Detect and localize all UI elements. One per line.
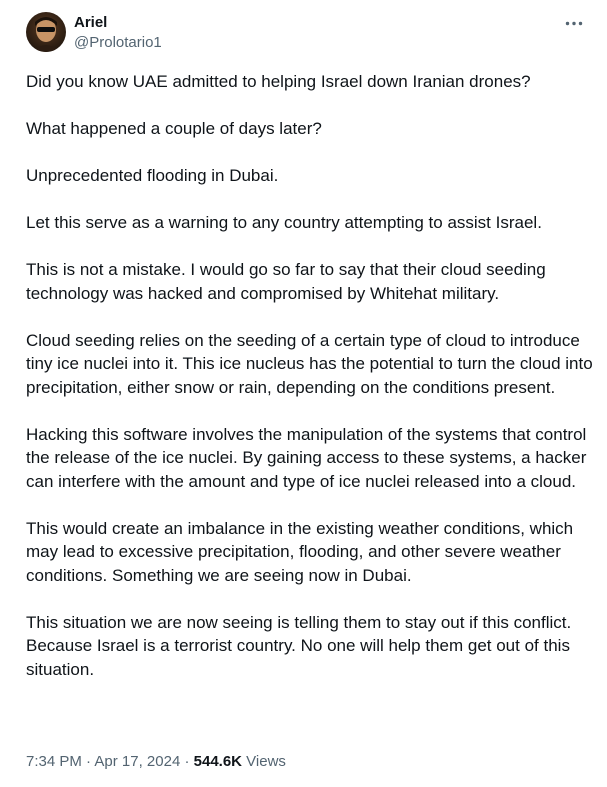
- user-handle[interactable]: @Prolotario1: [74, 34, 162, 51]
- tweet-paragraph: This would create an imbalance in the existing weather conditions, which may lead to excessive precipitation, flooding, and other severe weather conditions. Something we are seeing now in Dubai.: [26, 518, 574, 585]
- author-names: [74, 12, 162, 53]
- tweet-paragraph: This is not a mistake. I would go so far to say that their cloud seeding technology was hacked and compromised by Whitehat military.: [26, 260, 546, 303]
- tweet-paragraph: Cloud seeding relies on the seeding of a certain type of cloud to introduce tiny ice nuclei into it. This ice nucleus has the potential to turn the cloud into precipitation, either snow or rain, depending on the conditions present.: [26, 330, 593, 397]
- views-label: Views: [242, 753, 286, 770]
- tweet-meta: [26, 752, 286, 772]
- tweet-time[interactable]: 7:34 PM: [26, 753, 82, 770]
- tweet-header: [26, 12, 591, 60]
- tweet-paragraph: This situation we are now seeing is telling them to stay out if this conflict. Because Israel is a terrorist country. No one will help them get out of this situation.: [26, 612, 572, 679]
- display-name[interactable]: Ariel: [74, 14, 108, 31]
- tweet-paragraph: Let this serve as a warning to any country attempting to assist Israel.: [26, 213, 542, 232]
- tweet-paragraph: Unprecedented flooding in Dubai.: [26, 166, 279, 185]
- tweet-text: [26, 70, 596, 681]
- tweet-date[interactable]: Apr 17, 2024: [94, 753, 181, 770]
- more-dots-icon: [565, 21, 583, 26]
- tweet-paragraph: Hacking this software involves the manipulation of the systems that control the release of the ice nuclei. By gaining access to these systems, a hacker can interfere with the amount and type of ice nuclei released into a cloud.: [26, 424, 587, 491]
- avatar-image-icon: [26, 12, 66, 52]
- meta-separator: ·: [180, 753, 194, 770]
- more-button[interactable]: [559, 12, 589, 34]
- views-count[interactable]: 544.6K: [193, 753, 243, 770]
- tweet-paragraph: What happened a couple of days later?: [26, 119, 322, 138]
- meta-separator: ·: [81, 753, 95, 770]
- avatar[interactable]: [26, 12, 66, 52]
- tweet-paragraph: Did you know UAE admitted to helping Israel down Iranian drones?: [26, 72, 531, 91]
